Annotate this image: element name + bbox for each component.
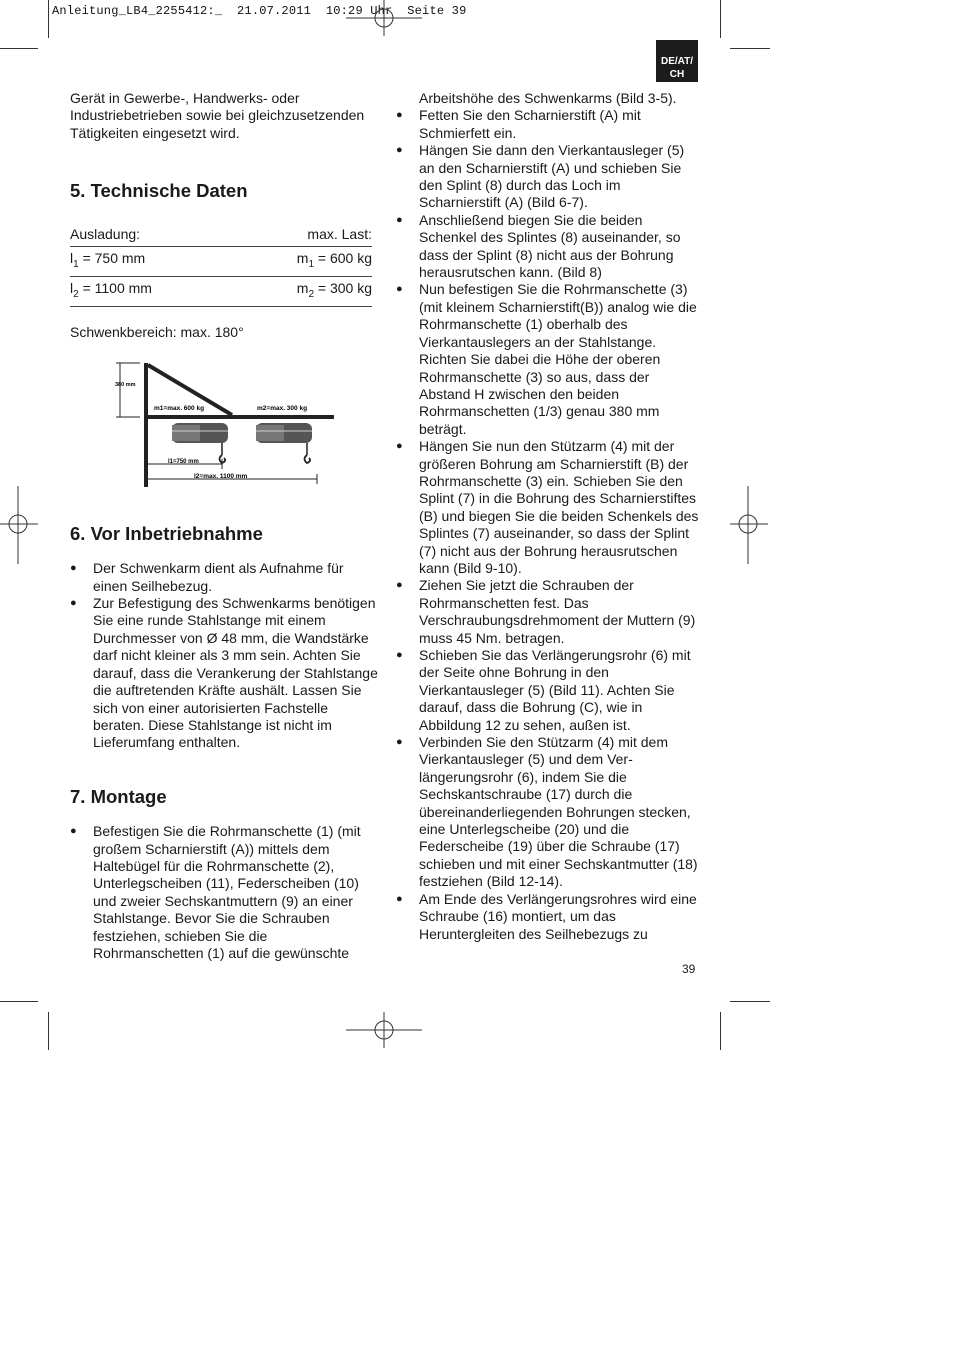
list-item: ● Hängen Sie dann den Vierkantausleger (5) an den Scharnierstift (A) und schieben Sie den Splint (8) durch das Loch im Scharnierstift (A) (Bild 6-7). bbox=[396, 142, 702, 212]
crop-mark bbox=[730, 48, 770, 49]
list-item: ● Der Schwenkarm dient als Aufnahme für einen Seilhebezug. bbox=[70, 560, 380, 595]
crop-mark bbox=[48, 0, 49, 38]
load-label-m1: m1=max. 600 kg bbox=[154, 404, 205, 412]
table-cell: $m_2 = 300$ kg bbox=[227, 277, 372, 307]
registration-mark-left bbox=[0, 486, 40, 566]
table-cell: $l_2 = 1100$ mm bbox=[70, 277, 227, 307]
list-item: ● Am Ende des Verlängerungsrohres wird eine Schraube (16) montiert, um das Heruntergleiten des Seilhebezugs zu bbox=[396, 891, 702, 943]
right-column bbox=[396, 90, 702, 943]
section-6-list bbox=[70, 560, 380, 751]
list-item: ● Nun befestigen Sie die Rohrmanschette (3) (mit kleinem Scharnierstift(B)) analog wie die Rohrmanschette (1) oberhalb des Vierkantauslegers an der Stahlstange. Richten Sie dabei die Höhe der oberen Rohrmanschette (3) so aus, dass der Abstand H zwischen den beiden Rohrmanschetten (1/3) genau 380 mm beträgt. bbox=[396, 281, 702, 438]
load-label-m2: m2=max. 300 kg bbox=[257, 404, 308, 412]
crop-mark bbox=[730, 1001, 770, 1002]
table-row bbox=[70, 247, 372, 277]
table-header-row bbox=[70, 223, 372, 247]
table-header-max-last: max. Last: bbox=[307, 225, 372, 242]
table-header-ausladung: Ausladung: bbox=[70, 225, 141, 242]
crop-mark bbox=[720, 0, 721, 38]
registration-mark-right bbox=[728, 486, 770, 566]
intro-paragraph: Gerät in Gewerbe-, Handwerks- oder Industriebetrieben sowie bei gleichzusetzenden Tätigkeiten eingesetzt wird. bbox=[70, 90, 365, 141]
technical-data-table bbox=[70, 223, 372, 308]
section-7-list bbox=[70, 823, 380, 962]
dimension-label-l2: l2=max. 1100 mm bbox=[194, 472, 248, 480]
section-6-heading: 6. Vor Inbetriebnahme bbox=[70, 522, 263, 544]
registration-mark-bottom bbox=[344, 1010, 424, 1050]
language-badge-line2: CH bbox=[669, 69, 685, 80]
continuation-text: Arbeitshöhe des Schwenkarms (Bild 3-5). bbox=[419, 90, 677, 106]
language-badge-line1: DE/AT/ bbox=[660, 56, 694, 67]
list-item: ● Befestigen Sie die Rohrmanschette (1) (mit großem Scharnierstift (A)) mittels dem Haltebügel für die Rohrmanschette (2), Unterlegscheiben (11), Federscheiben (10) und zweier Sechskantmuttern (9) an einer Stahlstange. Bevor Sie die Schrauben festziehen, schieben Sie die Rohrmanschetten (1) auf die gewünschte bbox=[70, 823, 380, 962]
left-column bbox=[70, 90, 380, 962]
language-badge bbox=[656, 40, 698, 82]
list-item: ● Anschließend biegen Sie die beiden Schenkel des Splintes (8) auseinander, so dass der Splint (8) nicht aus der Bohrung herausrutschen kann. (Bild 8) bbox=[396, 212, 702, 282]
hoist-1-icon bbox=[172, 423, 228, 463]
table-row bbox=[70, 277, 372, 307]
dimension-label-height: 380 mm bbox=[115, 381, 136, 388]
section-5-heading: 5. Technische Daten bbox=[70, 180, 248, 202]
hoist-2-icon bbox=[256, 423, 312, 463]
schwenkbereich-text: Schwenkbereich: max. 180° bbox=[70, 324, 244, 341]
crop-mark bbox=[0, 1001, 38, 1002]
swing-arm-diagram bbox=[114, 359, 344, 489]
list-item: ● Schieben Sie das Verlängerungsrohr (6) mit der Seite ohne Bohrung in den Vierkantausleger (5) (Bild 11). Achten Sie darauf, dass die Bohrung (C), wie in Abbildung 12 zu sehen, außen ist. bbox=[396, 647, 702, 734]
table-cell: $l_1 = 750$ mm bbox=[70, 247, 227, 277]
list-item: ● Verbinden Sie den Stützarm (4) mit dem Vierkantausleger (5) und dem Ver-längerungsrohr (6), indem Sie die Sechskantschraube (17) durch die übereinanderliegenden Bohrungen stecken, eine Unterlegscheibe (20) und die Federscheibe (19) über die Schraube (17) schieben und mit einer Sechskantmutter (18) festziehen (Bild 12-14). bbox=[396, 734, 702, 891]
table-cell: $m_1 = 600$ kg bbox=[227, 247, 372, 277]
section-7-heading: 7. Montage bbox=[70, 785, 167, 807]
crop-mark bbox=[0, 48, 38, 49]
list-item: ● Fetten Sie den Scharnierstift (A) mit Schmierfett ein. bbox=[396, 107, 702, 142]
dimension-label-l1: l1=750 mm bbox=[168, 458, 199, 465]
montage-list-continued bbox=[396, 107, 702, 943]
list-item: ● Hängen Sie nun den Stützarm (4) mit der größeren Bohrung am Scharnierstift (B) der Rohrmanschette (3) ein. Schieben Sie den Splint (7) in die Bohrung des Scharnierstiftes (B) und biegen Sie die beiden Schenkels des Splintes (7) auseinander, so dass der Splint (7) nicht aus der Bohrung herausrutschen kann (Bild 9-10). bbox=[396, 438, 702, 577]
registration-mark-top bbox=[344, 0, 424, 40]
print-slug: Anleitung_LB4_2255412:_ 21.07.2011 10:29 Uhr Seite 39 bbox=[52, 4, 467, 18]
list-item: ● Zur Befestigung des Schwenkarms benötigen Sie eine runde Stahlstange mit einem Durchmesser von Ø 48 mm, die Wandstärke darf nicht kleiner als 3 mm sein. Achten Sie darauf, dass die Verankerung der Stahlstange die auftretenden Kräfte aushält. Lassen Sie sich von einer autorisierten Fachstelle beraten. Diese Stahlstange ist nicht im Lieferumfang enthalten. bbox=[70, 595, 380, 752]
crop-mark bbox=[48, 1012, 49, 1050]
crop-mark bbox=[720, 1012, 721, 1050]
list-item: ● Ziehen Sie jetzt die Schrauben der Rohrmanschetten fest. Das Verschraubungsdrehmoment der Muttern (9) muss 45 Nm. betragen. bbox=[396, 577, 702, 647]
page-number: 39 bbox=[682, 962, 696, 976]
